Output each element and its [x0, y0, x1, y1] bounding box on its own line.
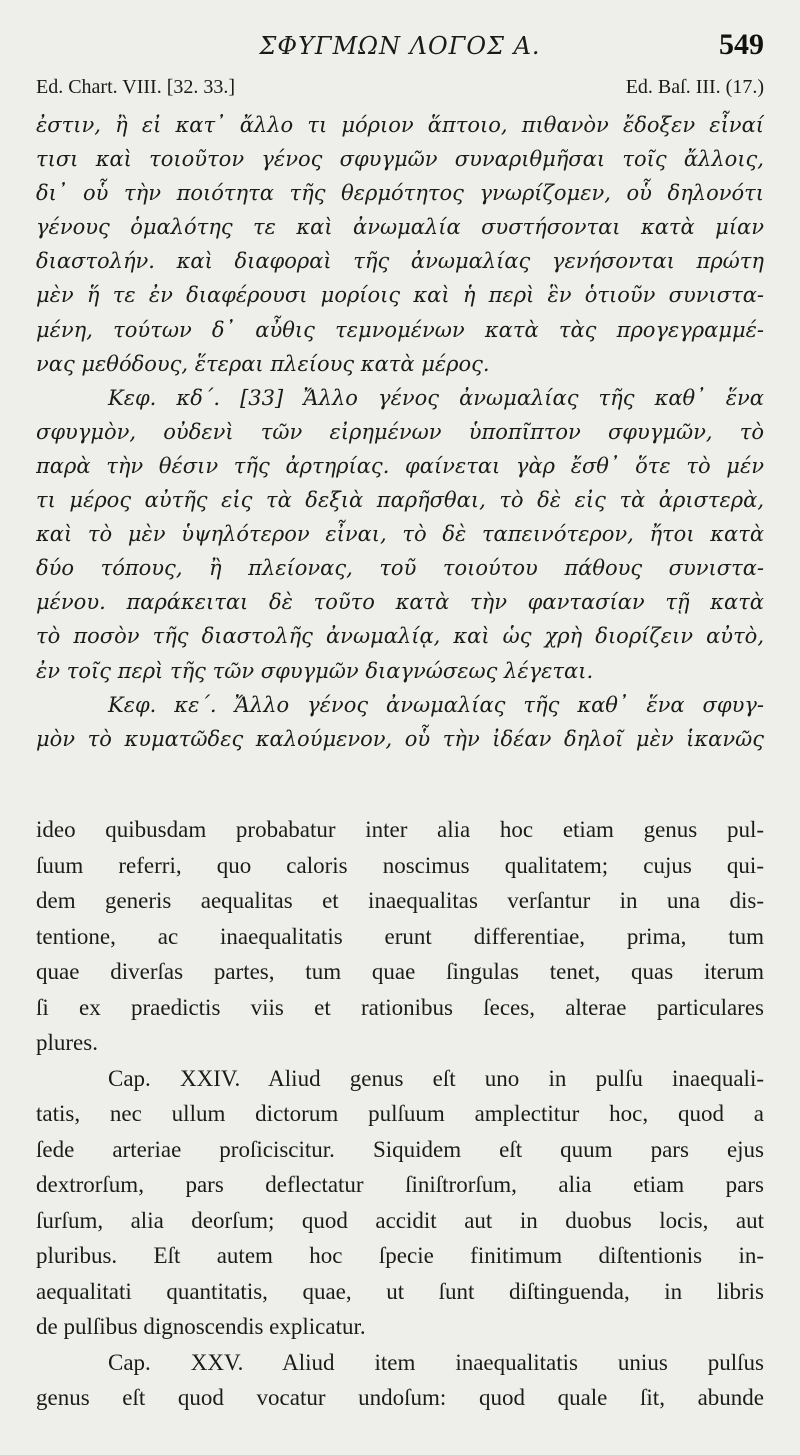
edition-chartier-reference: Ed. Chart. VIII. [32. 33.] — [36, 76, 236, 98]
greek-line: διαστολήν. καὶ διαφοραὶ τῆς ἀνωμαλίας γενήσονται πρώτη — [36, 249, 764, 274]
latin-line: plures. — [36, 1030, 98, 1055]
greek-line: μὸν τὸ κυματῶδες καλούμενον, οὗ τὴν ἰδέαν δηλοῖ μὲν ἱκανῶς — [36, 726, 764, 751]
greek-line: τισι καὶ τοιοῦτον γένος σφυγμῶν συναριθμῆσαι τοῖς ἄλλοις, — [36, 147, 764, 172]
latin-text — [36, 812, 764, 1416]
latin-line: tatis, nec ullum dictorum pulſuum amplectitur hoc, quod a — [36, 1101, 764, 1126]
edition-reference-line — [36, 76, 764, 102]
latin-line: ſurſum, alia deorſum; quod accidit aut in duobus locis, aut — [36, 1207, 764, 1233]
latin-line: pluribus. Eſt autem hoc ſpecie finitimum diſtentionis in- — [36, 1243, 764, 1268]
latin-line: genus eſt quod vocatur undoſum: quod quale ſit, abunde — [36, 1385, 764, 1410]
edition-basel-reference: Ed. Baſ. III. (17.) — [625, 76, 764, 98]
latin-line: ideo quibusdam probabatur inter alia hoc etiam genus pul- — [36, 817, 764, 842]
greek-line: γένους ὁμαλότης τε καὶ ἀνωμαλία συστήσονται κατὰ μίαν — [36, 215, 764, 240]
greek-line: παρὰ τὴν θέσιν τῆς ἀρτηρίας. φαίνεται γὰρ ἔσθ᾽ ὅτε τὸ μέν — [36, 453, 764, 478]
greek-line: δύο τόπους, ἢ πλείονας, τοῦ τοιούτου πάθους συνιστα- — [36, 556, 764, 581]
greek-line: ἐν τοῖς περὶ τῆς τῶν σφυγμῶν διαγνώσεως λέγεται. — [36, 658, 594, 683]
latin-chapter-24-heading-line: Cap. XXIV. Aliud genus eſt uno in pulſu inaequali- — [108, 1065, 764, 1091]
greek-line: τὸ ποσὸν τῆς διαστολῆς ἀνωμαλίᾳ, καὶ ὡς χρὴ διορίζειν αὐτὸ, — [36, 624, 764, 649]
latin-chapter-25-heading-line: Cap. XXV. Aliud item inaequalitatis unius pulſus — [108, 1349, 764, 1375]
latin-line: tentione, ac inaequalitatis erunt differentiae, prima, tum — [36, 923, 764, 949]
latin-line: quae diverſas partes, tum quae ſingulas tenet, quas iterum — [36, 959, 764, 984]
latin-line: ſi ex praedictis viis et rationibus ſeces, alterae particulares — [36, 994, 764, 1020]
latin-line: ſuum referri, quo caloris noscimus qualitatem; cujus qui- — [36, 852, 764, 878]
greek-line: νας μεθόδους, ἕτεραι πλείους κατὰ μέρος. — [36, 351, 490, 376]
running-title: ΣΦΥΓΜΩΝ ΛΟΓΟΣ Α. — [259, 32, 541, 60]
latin-line: dextrorſum, pars deflectatur ſiniſtrorſum, alia etiam pars — [36, 1172, 764, 1197]
greek-line: μένη, τούτων δ᾽ αὖθις τεμνομένων κατὰ τὰς προγεγραμμέ- — [36, 317, 764, 342]
greek-line: δι᾽ οὗ τὴν ποιότητα τῆς θερμότητος γνωρίζομεν, οὗ δηλονότι — [36, 181, 764, 206]
latin-line: aequalitati quantitatis, quae, ut ſunt diſtinguenda, in libris — [36, 1278, 764, 1304]
latin-line: de pulſibus dignoscendis explicatur. — [36, 1314, 366, 1339]
greek-line: μὲν ἥ τε ἐν διαφέρουσι μορίοις καὶ ἡ περὶ ἓν ὁτιοῦν συνιστα- — [36, 283, 764, 308]
latin-line: ſede arteriae proſiciscitur. Siquidem eſt quum pars ejus — [36, 1136, 764, 1162]
greek-line: ἐστιν, ἢ εἰ κατ᾽ ἄλλο τι μόριον ἅπτοιο, πιθανὸν ἔδοξεν εἶναί — [36, 113, 764, 137]
greek-text — [36, 108, 764, 756]
greek-line: μένου. παράκειται δὲ τοῦτο κατὰ τὴν φαντασίαν τῇ κατὰ — [36, 590, 764, 615]
greek-line: καὶ τὸ μὲν ὑψηλότερον εἶναι, τὸ δὲ ταπεινότερον, ἤτοι κατὰ — [36, 522, 764, 547]
greek-chapter-24-heading-line: Κεφ. κδ΄. [33] Ἄλλο γένος ἀνωμαλίας τῆς καθ᾽ ἕνα — [108, 385, 764, 410]
page-number: 549 — [719, 28, 764, 61]
latin-line: dem generis aequalitas et inaequalitas verſantur in una dis- — [36, 888, 764, 913]
greek-chapter-25-heading-line: Κεφ. κε΄. Ἄλλο γένος ἀνωμαλίας τῆς καθ᾽ ἕνα σφυγ- — [108, 692, 764, 717]
greek-line: τι μέρος αὐτῆς εἰς τὰ δεξιὰ παρῆσθαι, τὸ δὲ εἰς τὰ ἀριστερὰ, — [36, 488, 764, 513]
greek-line: σφυγμὸν, οὐδενὶ τῶν εἰρημένων ὑποπῖπτον σφυγμῶν, τὸ — [36, 419, 764, 444]
page-header — [36, 26, 764, 70]
